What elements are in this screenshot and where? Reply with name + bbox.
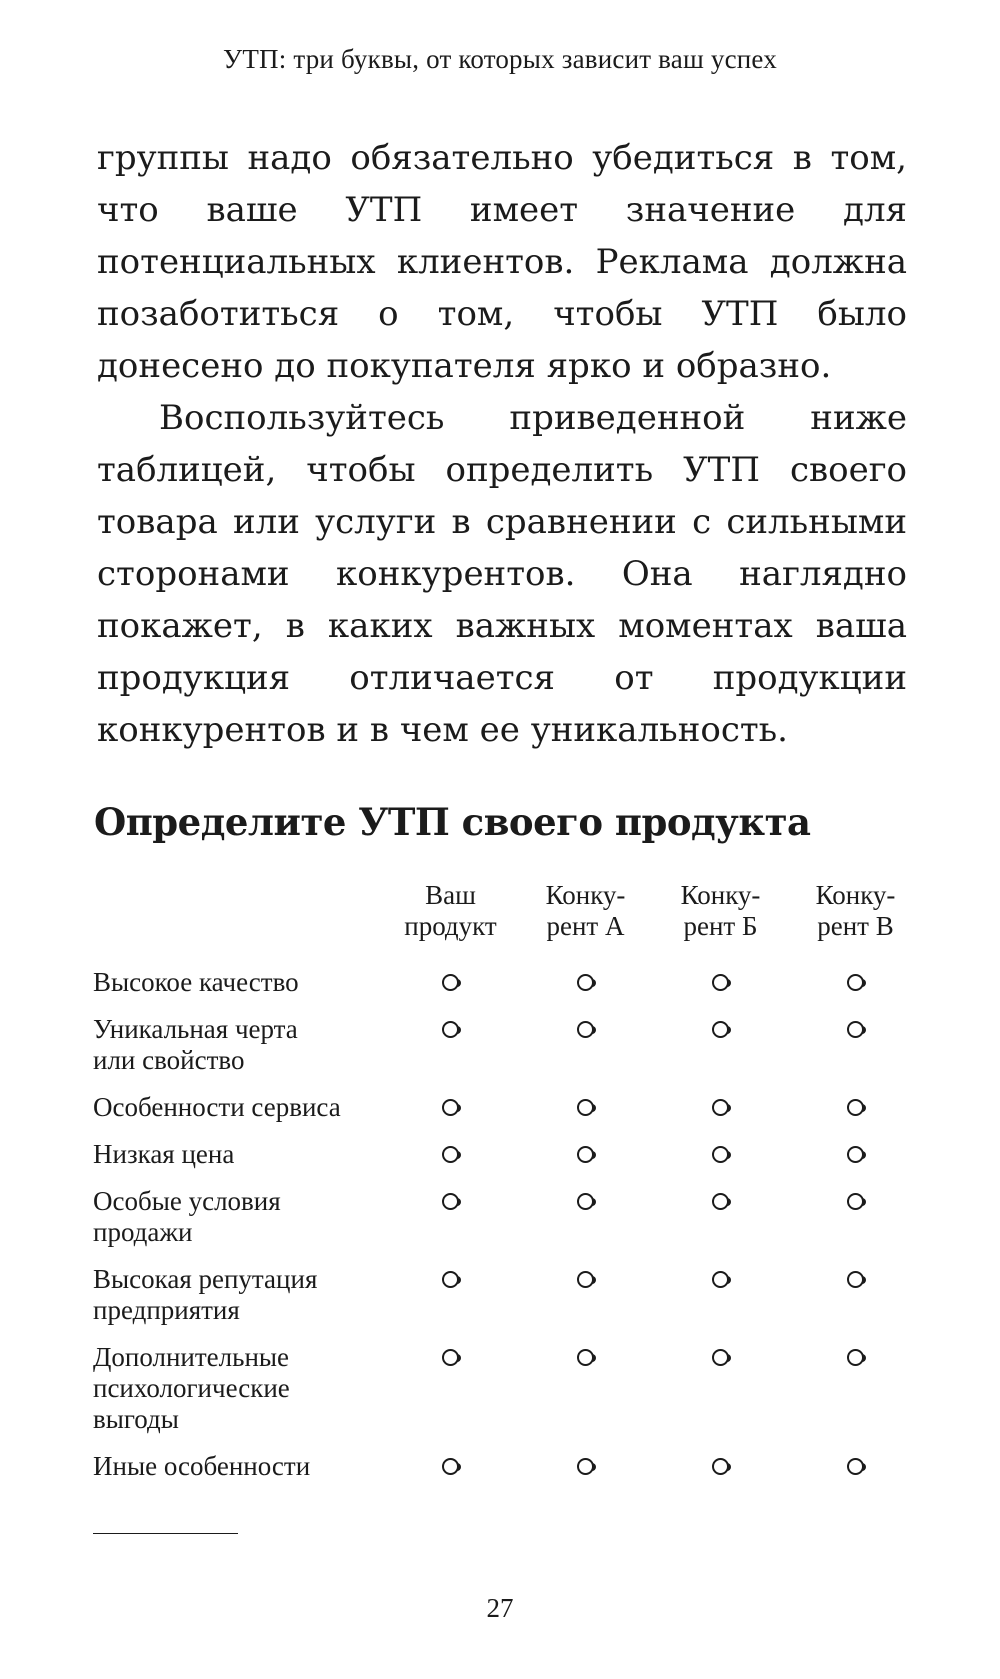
circle-checkbox-icon[interactable] (847, 1021, 864, 1038)
checkbox-cell (383, 1264, 518, 1342)
checkbox-cell (788, 1342, 923, 1451)
table-row (93, 1451, 923, 1498)
checkbox-cell (788, 1451, 923, 1498)
row-label: Уникальная черта или свойство (93, 1014, 298, 1075)
checkbox-cell (383, 1342, 518, 1451)
column-header: Конку- рент А (545, 880, 626, 941)
row-label: Высокая репутация предприятия (93, 1264, 318, 1325)
circle-checkbox-icon[interactable] (712, 1349, 729, 1366)
circle-checkbox-icon[interactable] (442, 1271, 459, 1288)
circle-checkbox-icon[interactable] (712, 1099, 729, 1116)
circle-checkbox-icon[interactable] (847, 1099, 864, 1116)
column-header: Конку- рент Б (680, 880, 761, 941)
checkbox-cell (653, 1139, 788, 1186)
checkbox-cell (518, 967, 653, 1014)
column-header: Ваш продукт (404, 880, 497, 941)
circle-checkbox-icon[interactable] (442, 1021, 459, 1038)
section-title: Определите УТП своего продукта (94, 800, 811, 844)
circle-checkbox-icon[interactable] (442, 1146, 459, 1163)
checkbox-cell (383, 967, 518, 1014)
table-row (93, 1342, 923, 1451)
circle-checkbox-icon[interactable] (847, 1146, 864, 1163)
checkbox-cell (788, 967, 923, 1014)
row-label: Иные особенности (93, 1451, 311, 1481)
checkbox-cell (518, 1451, 653, 1498)
table-row (93, 1014, 923, 1092)
body-text (97, 132, 907, 756)
circle-checkbox-icon[interactable] (847, 1193, 864, 1210)
circle-checkbox-icon[interactable] (712, 974, 729, 991)
checkbox-cell (653, 1092, 788, 1139)
checkbox-cell (788, 1014, 923, 1092)
checkbox-cell (383, 1451, 518, 1498)
circle-checkbox-icon[interactable] (712, 1193, 729, 1210)
checkbox-cell (383, 1186, 518, 1264)
table-header-empty (93, 880, 383, 967)
table-row (93, 1092, 923, 1139)
table-body (93, 967, 923, 1498)
circle-checkbox-icon[interactable] (847, 974, 864, 991)
row-label: Низкая цена (93, 1139, 235, 1169)
usp-table (93, 880, 923, 1498)
circle-checkbox-icon[interactable] (577, 1146, 594, 1163)
running-head: УТП: три буквы, от которых зависит ваш успех (223, 44, 777, 74)
circle-checkbox-icon[interactable] (442, 1193, 459, 1210)
circle-checkbox-icon[interactable] (577, 1271, 594, 1288)
circle-checkbox-icon[interactable] (577, 1099, 594, 1116)
table-row (93, 1139, 923, 1186)
row-label: Высокое качество (93, 967, 299, 997)
checkbox-cell (653, 967, 788, 1014)
checkbox-cell (788, 1139, 923, 1186)
circle-checkbox-icon[interactable] (712, 1271, 729, 1288)
circle-checkbox-icon[interactable] (847, 1349, 864, 1366)
table-row (93, 1264, 923, 1342)
checkbox-cell (653, 1451, 788, 1498)
row-label: Особенности сервиса (93, 1092, 341, 1122)
checkbox-cell (383, 1014, 518, 1092)
checkbox-cell (383, 1092, 518, 1139)
circle-checkbox-icon[interactable] (577, 1193, 594, 1210)
checkbox-cell (788, 1186, 923, 1264)
row-label: Дополнительные психологические выгоды (93, 1342, 290, 1434)
circle-checkbox-icon[interactable] (577, 1458, 594, 1475)
paragraph: группы надо обязательно убедиться в том, что ваше УТП имеет значение для потенциальных клиентов. Реклама должна позаботиться о том, чтобы УТП было донесено до покупателя ярко и образно. (97, 138, 907, 386)
checkbox-cell (518, 1186, 653, 1264)
checkbox-cell (653, 1342, 788, 1451)
checkbox-cell (518, 1342, 653, 1451)
row-label: Особые условия продажи (93, 1186, 281, 1247)
circle-checkbox-icon[interactable] (847, 1458, 864, 1475)
circle-checkbox-icon[interactable] (442, 1099, 459, 1116)
circle-checkbox-icon[interactable] (442, 1458, 459, 1475)
checkbox-cell (518, 1014, 653, 1092)
page-number: 27 (486, 1593, 514, 1623)
circle-checkbox-icon[interactable] (847, 1271, 864, 1288)
circle-checkbox-icon[interactable] (577, 974, 594, 991)
checkbox-cell (788, 1264, 923, 1342)
circle-checkbox-icon[interactable] (442, 974, 459, 991)
circle-checkbox-icon[interactable] (577, 1349, 594, 1366)
table-header-row (93, 880, 923, 967)
checkbox-cell (788, 1092, 923, 1139)
circle-checkbox-icon[interactable] (712, 1021, 729, 1038)
checkbox-cell (653, 1264, 788, 1342)
checkbox-cell (518, 1092, 653, 1139)
table-row (93, 1186, 923, 1264)
column-header: Конку- рент В (815, 880, 896, 941)
circle-checkbox-icon[interactable] (712, 1458, 729, 1475)
paragraph: Воспользуйтесь приведенной ниже таблицей, чтобы определить УТП своего товара или услуги в сравнении с сильными сторонами конкурентов. Она наглядно покажет, в каких важных моментах ваша продукция отличается от продукции конкурентов и в чем ее уникальность. (97, 398, 907, 750)
checkbox-cell (383, 1139, 518, 1186)
circle-checkbox-icon[interactable] (712, 1146, 729, 1163)
table-row (93, 967, 923, 1014)
checkbox-cell (518, 1139, 653, 1186)
footnote-rule (93, 1533, 238, 1534)
checkbox-cell (518, 1264, 653, 1342)
checkbox-cell (653, 1186, 788, 1264)
circle-checkbox-icon[interactable] (442, 1349, 459, 1366)
checkbox-cell (653, 1014, 788, 1092)
circle-checkbox-icon[interactable] (577, 1021, 594, 1038)
